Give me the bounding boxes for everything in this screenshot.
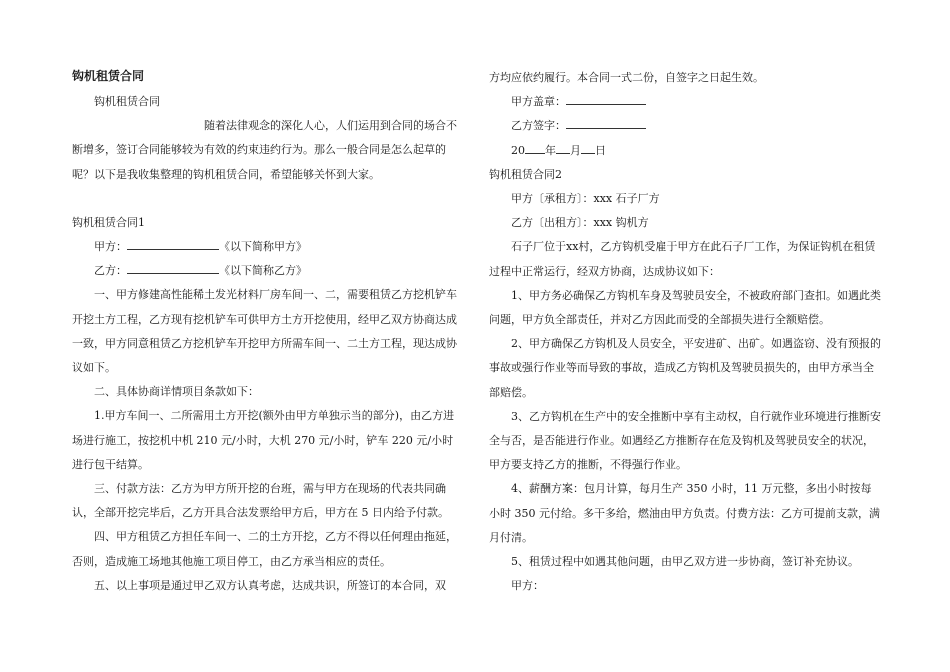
party-b-suffix: 《以下简称乙方》 [219, 264, 307, 278]
clause-2-1: 1.甲方车间一、二所需用土方开挖(额外由甲方单独示当的部分)，由乙方进场进行施工，按挖机中机 210 元/小时，大机 270 元/小时，铲车 220 元/小时进行包干结算。 [72, 409, 455, 471]
term-2: 2、甲方确保乙方钩机及人员安全，平安进矿、出矿。如遇盗窃、没有预报的事故或强行作业等而导致的事故，造成乙方钩机及驾驶员损失的，由甲方承当全部赔偿。 [489, 337, 881, 399]
clause-3: 三、付款方法：乙方为甲方所开挖的台班，需与甲方在现场的代表共同确认，全部开挖完毕后，乙方开具合法发票给甲方后，甲方在 5 日内给予付款。 [72, 482, 449, 520]
seal-a-line [489, 90, 881, 114]
date-line [489, 139, 881, 163]
party-b-line [72, 259, 464, 283]
document-title: 钩机租赁合同 [72, 69, 145, 83]
party-b-blank [127, 263, 219, 274]
term-3: 3、乙方钩机在生产中的安全推断中享有主动权，自行就作业环境进行推断安全与否，是否能进行作业。如遇经乙方推断存在危及钩机及驾驶员安全的状况，甲方要支持乙方的推断，不得强行作业。 [489, 409, 881, 472]
seal-a-blank [566, 94, 646, 105]
right-column [489, 66, 881, 598]
left-column [72, 66, 464, 598]
clause-4: 四、甲方租赁乙方担任车间一、二的土方开挖，乙方不得以任何理由拖延，否则，造成施工场地其他施工项目停工，由乙方承当相应的责任。 [72, 530, 457, 568]
spacer [72, 187, 464, 211]
date-year-suffix: 年 [545, 143, 556, 157]
intro-paragraph: 随着法律观念的深化人心，人们运用到合同的场合不断增多，签订合同能够较为有效的约束违约行为。那么一般合同是怎么起草的呢？以下是我收集整理的钩机租赁合同，希望能够关怀到大家。 [72, 119, 457, 181]
contract-2-heading: 钩机租赁合同2 [489, 167, 562, 181]
clause-2: 二、具体协商详情项目条款如下： [94, 385, 259, 399]
date-day-suffix: 日 [595, 143, 606, 157]
seal-a-label: 甲方盖章： [511, 95, 566, 109]
contract-1-heading: 钩机租赁合同1 [72, 215, 145, 229]
party-a2-line: 甲方〔承租方〕：xxx 石子厂方 [511, 192, 660, 206]
year-blank [525, 143, 545, 154]
background-paragraph: 石子厂位于xx村，乙方钩机受雇于甲方在此石子厂工作，为保证钩机在租赁过程中正常运行，经双方协商，达成协议如下： [489, 240, 876, 278]
day-blank [581, 143, 595, 154]
party-a-suffix: 《以下简称甲方》 [219, 240, 307, 254]
clause-5: 五、以上事项是通过甲乙双方认真考虑，达成共识，所签订的本合同，双 [94, 578, 446, 592]
date-month-suffix: 月 [570, 143, 581, 157]
date-year: 20 [511, 143, 525, 157]
subtitle: 钩机租赁合同 [94, 95, 160, 108]
term-4: 4、薪酬方案：包月计算，每月生产 350 小时，11 万元整，多出小时按每小时 350 元付给。多干多给，燃油由甲方负责。付费方法：乙方可提前支款，满月付清。 [489, 482, 880, 544]
party-a-label: 甲方： [94, 240, 127, 254]
party-a-blank [127, 239, 219, 250]
party-a-end: 甲方： [511, 579, 544, 593]
sign-b-blank [566, 118, 646, 129]
sign-b-line [489, 114, 881, 138]
term-5: 5、租赁过程中如遇其他问题，由甲乙双方进一步协商，签订补充协议。 [511, 555, 859, 569]
month-blank [556, 143, 570, 154]
party-b-label: 乙方： [94, 264, 127, 278]
party-a-line [72, 235, 464, 259]
clause-1: 一、甲方修建高性能稀土发光材料厂房车间一、二，需要租赁乙方挖机铲车开挖土方工程，乙方现有挖机铲车可供甲方土方开挖使用，经甲乙双方协商达成一致，甲方同意租赁乙方挖机铲车开挖甲方所需车间一、二土方工程，现达成协议如下。 [72, 288, 457, 375]
sign-b-label: 乙方签字： [511, 119, 566, 133]
party-b2-line: 乙方〔出租方〕：xxx 钩机方 [511, 216, 649, 230]
term-1: 1、甲方务必确保乙方钩机车身及驾驶员安全，不被政府部门查扣。如遇此类问题，甲方负全部责任，并对乙方因此而受的全部损失进行全额赔偿。 [489, 288, 881, 327]
clause-5-continuation: 方均应依约履行。本合同一式二份，自签字之日起生效。 [489, 71, 764, 84]
